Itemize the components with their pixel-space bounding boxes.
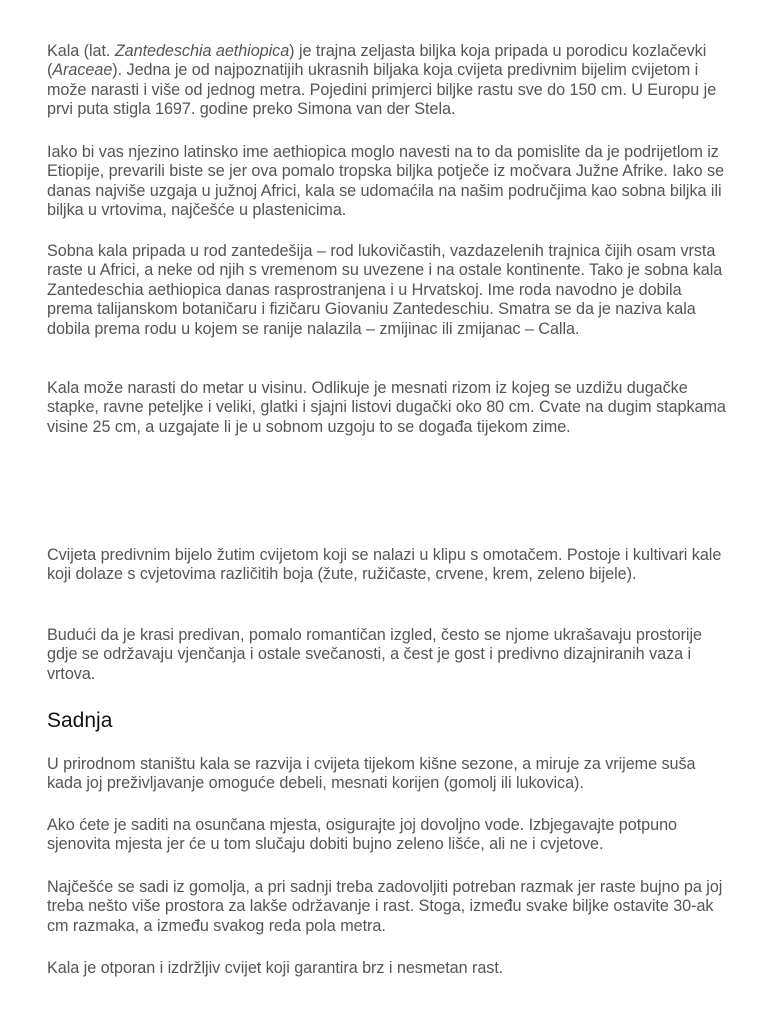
sunlight-paragraph: Ako ćete je saditi na osunčana mjesta, osigurajte joj dovoljno vode. Izbjegavajte potpuno sjenovita mjesta jer će u tom slučaju dobiti bujno zeleno lišće, ali ne i cvjetove. [47, 816, 677, 854]
habitat-paragraph: U prirodnom staništu kala se razvija i cvijeta tijekom kišne sezone, a miruje za vrijeme suša kada joj preživljavanje omogućе debeli, mesnati korijen (gomolj ili lukovica). [47, 755, 696, 793]
intro-text-e: ). Jedna je od najpoznatijih ukrasnih biljaka koja cvijeta predivnim bijelim cvijetom i može narasti i više od jednog metra. Pojedini primjerci biljke rastu sve do 150 cm. U Europu je prvi puta stigla 1697. godine preko Simona van der Stela. [47, 61, 717, 119]
spacing-paragraph: Najčešće se sadi iz gomolja, a pri sadnji treba zadovoljiti potreban razmak jer raste bujno pa joj treba nešto više prostora za lakše održavanje i rast. Stoga, između svake biljke ostavite 30-ak cm razmaka, a između svakog reda pola metra. [47, 878, 723, 935]
description-paragraph: Kala može narasti do metar u visinu. Odlikuje je mesnati rizom iz kojeg se uzdižu dugačke stapke, ravne peteljke i veliki, glatki i sjajni listovi dugački oko 80 cm. Cvate na dugim stapkama visine 25 cm, a uzgajate li je u sobnom uzgoju to se događa tijekom zime. [47, 379, 726, 436]
origin-paragraph: Iako bi vas njezino latinsko ime aethiopica moglo navesti na to da pomislite da je podrijetlom iz Etiopije, prevarili biste se jer ova pomalo tropska biljka potječe iz močvara Južne Afrike. Iako se danas najviše uzgaja u južnoj Africi, kala se udomaćila na našim područjima kao sobna biljka ili biljka u vrtovima, najčešće u plastenicima. [47, 143, 725, 220]
flower-paragraph: Cvijeta predivnim bijelo žutim cvijetom koji se nalazi u klipu s omotačem. Postoje i kultivari kale koji dolaze s cvjetovima različitih boja (žute, ružičaste, crvene, krem, zeleno bijele). [47, 546, 722, 584]
intro-paragraph [47, 42, 727, 120]
decoration-paragraph: Budući da je krasi predivan, pomalo romantičan izgled, često se njome ukrašavaju prostorije gdje se održavaju vjenčanja i ostale svečanosti, a čest je gost i predivno dizajniranih vaza i vrtova. [47, 626, 702, 683]
genus-paragraph: Sobna kala pripada u rod zantedešija – rod lukovičastih, vazdazelenih trajnica čijih osam vrsta raste u Africi, a neke od njih s vremenom su uvezene i na ostale kontinente. Tako je sobna kala Zantedeschia aethiopica danas rasprostranjena i u Hrvatskoj. Ime roda navodno je dobila prema talijanskom botaničaru i fizičaru Giovaniu Zantedeschiu. Smatra se da je naziva kala dobila prema rodu u kojem se ranije nalazila – zmijinac ili zmijanac – Calla. [47, 242, 723, 338]
intro-text-c: ) je trajna zeljasta biljka koja pripada u porodicu kozlačevki ( [47, 42, 707, 80]
intro-text-a: Kala (lat. [47, 42, 115, 60]
latin-name: Zantedeschia aethiopica [114, 42, 290, 60]
section-heading-planting: Sadnja [47, 709, 113, 732]
hardiness-paragraph: Kala je otporan i izdržljiv cvijet koji garantira brz i nesmetan rast. [47, 959, 504, 977]
family-latin-name: Araceae [52, 61, 113, 80]
